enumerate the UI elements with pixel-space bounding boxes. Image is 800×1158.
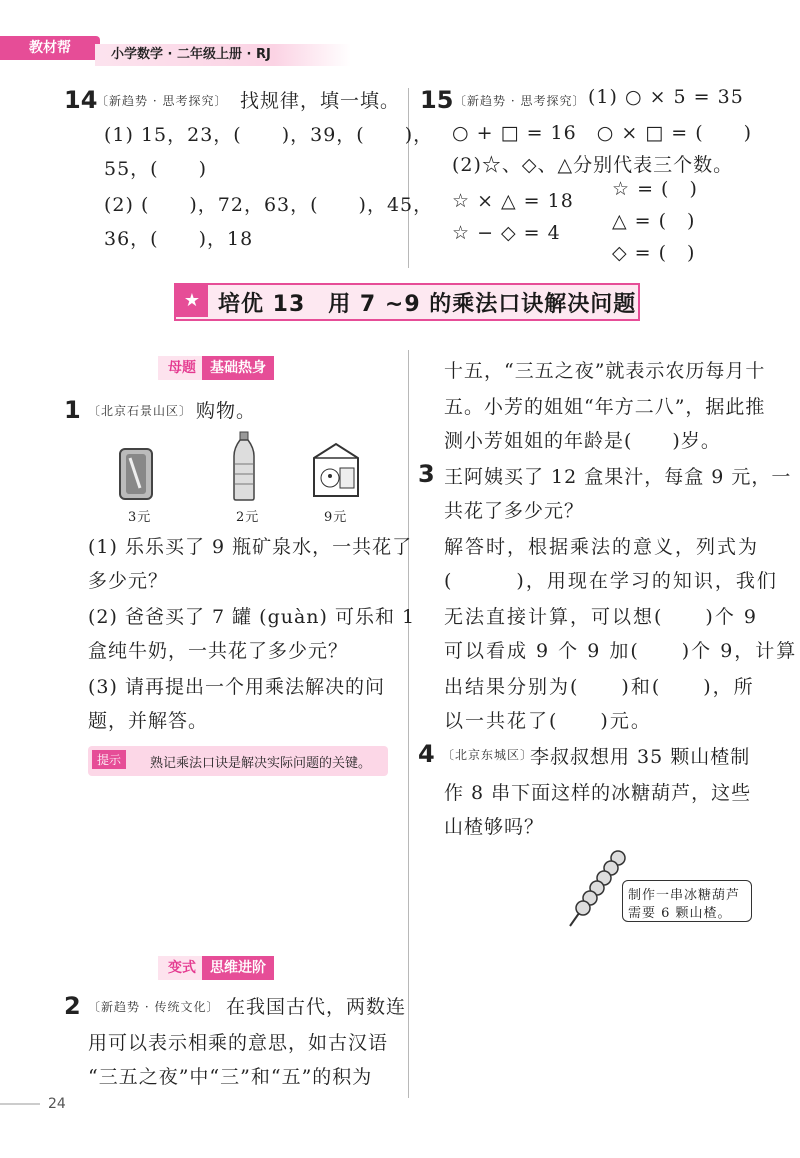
q1-line3: (2) 爸爸买了 7 罐 (guàn) 可乐和 1 xyxy=(88,606,416,628)
q15-equation1: ☆ × △ = 18 xyxy=(452,190,574,212)
price-water: 2元 xyxy=(236,510,260,525)
q15-line2: ○ + □ = 16 ○ × □ = ( ) xyxy=(452,122,753,144)
q3-number: 3 xyxy=(418,460,435,488)
callout-line1: 制作一串冰糖葫芦 xyxy=(628,888,741,903)
q4-line3: 山楂够吗？ xyxy=(444,816,545,838)
q2-tag: 〔新趋势 · 传统文化〕 xyxy=(88,1000,220,1014)
q1-tag: 〔北京石景山区〕 xyxy=(88,404,193,418)
q3-line3: 解答时，根据乘法的意义，列式为 xyxy=(444,536,760,558)
q3-line6: 可以看成 9 个 9 加( )个 9，计算 xyxy=(444,640,798,662)
q1-title: 购物。 xyxy=(196,400,257,422)
section-mother xyxy=(158,356,274,380)
q15-line3: (2)☆、◇、△分别代表三个数。 xyxy=(452,154,734,176)
q4-number: 4 xyxy=(418,740,435,768)
q1-line6: 题，并解答。 xyxy=(88,710,209,732)
q14-number: 14 xyxy=(64,86,98,114)
lesson-title: 培优 13 用 7 ~9 的乘法口诀解决问题 xyxy=(218,292,637,317)
q1-line2: 多少元？ xyxy=(88,570,169,592)
q1-line1: (1) 乐乐买了 9 瓶矿泉水，一共花了 xyxy=(88,536,413,558)
header-subject: 小学数学 · 二年级上册 · RJ xyxy=(95,44,351,66)
q3-line2: 共花了多少元？ xyxy=(444,500,585,522)
q14-title: 找规律，填一填。 xyxy=(240,90,401,112)
tip-label: 提示 xyxy=(92,750,126,769)
q3-line4: ( )，用现在学习的知识，我们 xyxy=(444,570,778,592)
q1-line5: (3) 请再提出一个用乘法解决的问 xyxy=(88,676,385,698)
section-variant xyxy=(158,956,274,980)
header-tag: 教材帮 xyxy=(0,36,100,60)
q1-number: 1 xyxy=(64,396,81,424)
section-variant-sub: 思维进阶 xyxy=(202,956,274,980)
q2-line3: “三五之夜”中“三”和“五”的积为 xyxy=(88,1066,373,1088)
q3-line7: 出结果分别为( )和( )，所 xyxy=(444,676,755,698)
column-divider-main xyxy=(408,350,409,1098)
q15-line1: (1) ○ × 5 = 35 xyxy=(588,86,744,108)
q3-line8: 以一共花了( )元。 xyxy=(444,710,652,732)
q4-line1: 李叔叔想用 35 颗山楂制 xyxy=(530,746,751,768)
water-bottle-icon xyxy=(232,430,256,502)
column-divider-top xyxy=(408,88,409,268)
callout-line2: 需要 6 颗山楂。 xyxy=(628,906,732,921)
q14-line4: 36，( )，18 xyxy=(104,228,254,250)
q15-equation2: ☆ − ◇ = 4 xyxy=(452,222,561,244)
price-milk: 9元 xyxy=(324,510,348,525)
footer-rule xyxy=(0,1103,40,1105)
section-mother-label: 母题 xyxy=(158,356,202,380)
milk-carton-icon xyxy=(308,440,364,498)
q15-answer-star: ☆ = ( ) xyxy=(612,178,698,200)
q2-line5: 五。小芳的姐姐“年方二八”，据此推 xyxy=(444,396,766,418)
q15-tag: 〔新趋势 · 思考探究〕 xyxy=(454,94,586,108)
q3-line1: 王阿姨买了 12 盒果汁，每盒 9 元，一 xyxy=(444,466,792,488)
q14-line1: (1) 15，23，( )，39，( )， xyxy=(104,124,434,146)
section-variant-label: 变式 xyxy=(158,956,202,980)
q2-line4: 十五，“三五之夜”就表示农历每月十 xyxy=(444,360,766,382)
star-icon: ★ xyxy=(176,285,208,317)
q14-line3: (2) ( )，72，63，( )，45， xyxy=(104,194,434,216)
q15-number: 15 xyxy=(420,86,454,114)
price-cola: 3元 xyxy=(128,510,152,525)
q2-line6: 测小芳姐姐的年龄是( )岁。 xyxy=(444,430,721,452)
cola-can-icon xyxy=(118,446,154,502)
q2-number: 2 xyxy=(64,992,81,1020)
q14-tag: 〔新趋势 · 思考探究〕 xyxy=(96,94,228,108)
section-mother-sub: 基础热身 xyxy=(202,356,274,380)
q2-line1: 在我国古代，两数连 xyxy=(226,996,407,1018)
q1-line4: 盒纯牛奶，一共花了多少元？ xyxy=(88,640,349,662)
candied-haws-icon xyxy=(566,846,630,930)
q3-line5: 无法直接计算，可以想( )个 9 xyxy=(444,606,758,628)
q4-line2: 作 8 串下面这样的冰糖葫芦，这些 xyxy=(444,782,752,804)
q15-answer-triangle: △ = ( ) xyxy=(612,210,696,232)
q2-line2: 用可以表示相乘的意思，如古汉语 xyxy=(88,1032,389,1054)
tip-text: 熟记乘法口诀是解决实际问题的关键。 xyxy=(150,756,372,771)
q14-line2: 55，( ) xyxy=(104,158,208,180)
q15-answer-diamond: ◇ = ( ) xyxy=(612,242,696,264)
q4-tag: 〔北京东城区〕 xyxy=(442,748,534,762)
page-number: 24 xyxy=(48,1096,66,1112)
